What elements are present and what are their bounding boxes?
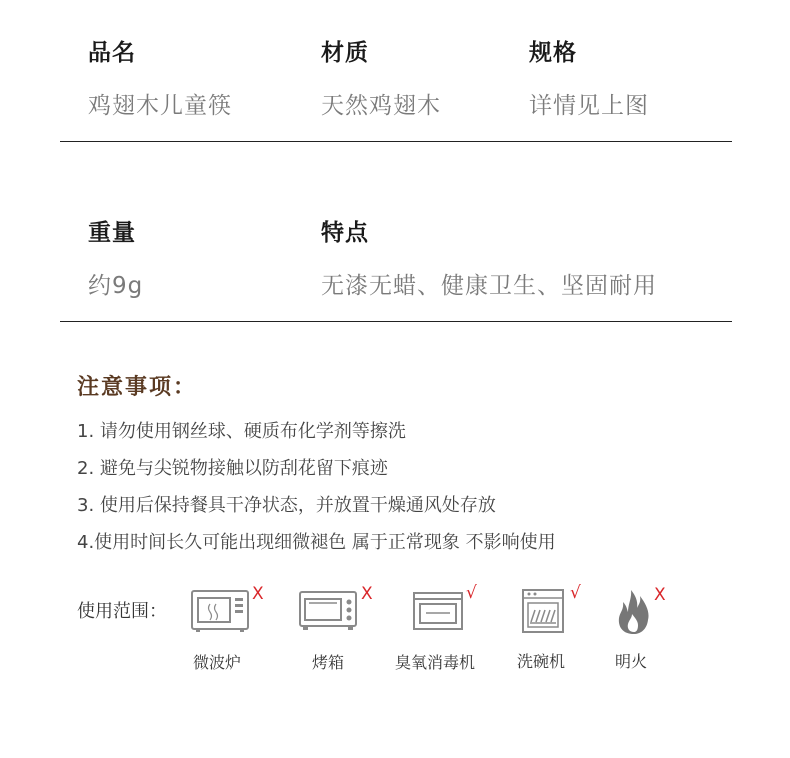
allowed-mark: √ [570,583,581,603]
care-item: 3. 使用后保持餐具干净状态，并放置干燥通风处存放 [77,495,496,516]
spec-weight-value: 约9g [88,273,144,299]
appliance-name: 臭氧消毒机 [395,653,476,672]
appliance-name: 微波炉 [193,653,242,672]
spec-feature-label: 特点 [321,220,369,246]
appliance-name: 烤箱 [312,653,345,672]
not-allowed-mark: X [361,584,373,604]
spec-material-value: 天然鸡翅木 [321,93,441,119]
appliance-dishwasher [517,583,581,671]
appliance-microwave [190,584,264,672]
appliance-sterilizer [395,583,477,672]
spec-weight-label: 重量 [88,220,136,246]
oven-icon [298,588,360,632]
microwave-icon [190,586,252,634]
spec-material [321,34,441,120]
divider-1 [60,141,732,142]
care-item: 2. 避免与尖锐物接触以防刮花留下痕迹 [77,458,388,479]
spec-feature-value: 无漆无蜡、健康卫生、坚固耐用 [321,273,657,299]
spec-name [88,34,232,120]
dishwasher-icon [520,588,566,634]
spec-material-label: 材质 [321,40,369,66]
allowed-mark: √ [466,583,477,603]
appliance-name: 洗碗机 [517,652,566,671]
spec-weight [88,214,143,300]
spec-size-value: 详情见上图 [529,93,649,119]
spec-size [529,34,649,120]
spec-size-label: 规格 [529,40,577,66]
care-item: 1. 请勿使用钢丝球、硬质布化学剂等擦洗 [77,421,406,442]
sterilizer-icon [412,589,466,633]
spec-name-value: 鸡翅木儿童筷 [88,93,232,119]
care-title: 注意事项： [77,375,198,400]
care-list [77,421,556,569]
not-allowed-mark: X [654,585,666,605]
not-allowed-mark: X [252,584,264,604]
spec-feature [321,214,657,300]
care-item: 4.使用时间长久可能出现细微褪色 属于正常现象 不影响使用 [77,532,556,553]
flame-icon [616,586,652,636]
divider-2 [60,321,732,322]
usage-label: 使用范围： [77,601,167,622]
spec-name-label: 品名 [88,40,136,66]
appliance-open-flame [615,585,666,671]
appliance-name: 明火 [615,652,648,671]
appliance-oven [298,584,373,672]
